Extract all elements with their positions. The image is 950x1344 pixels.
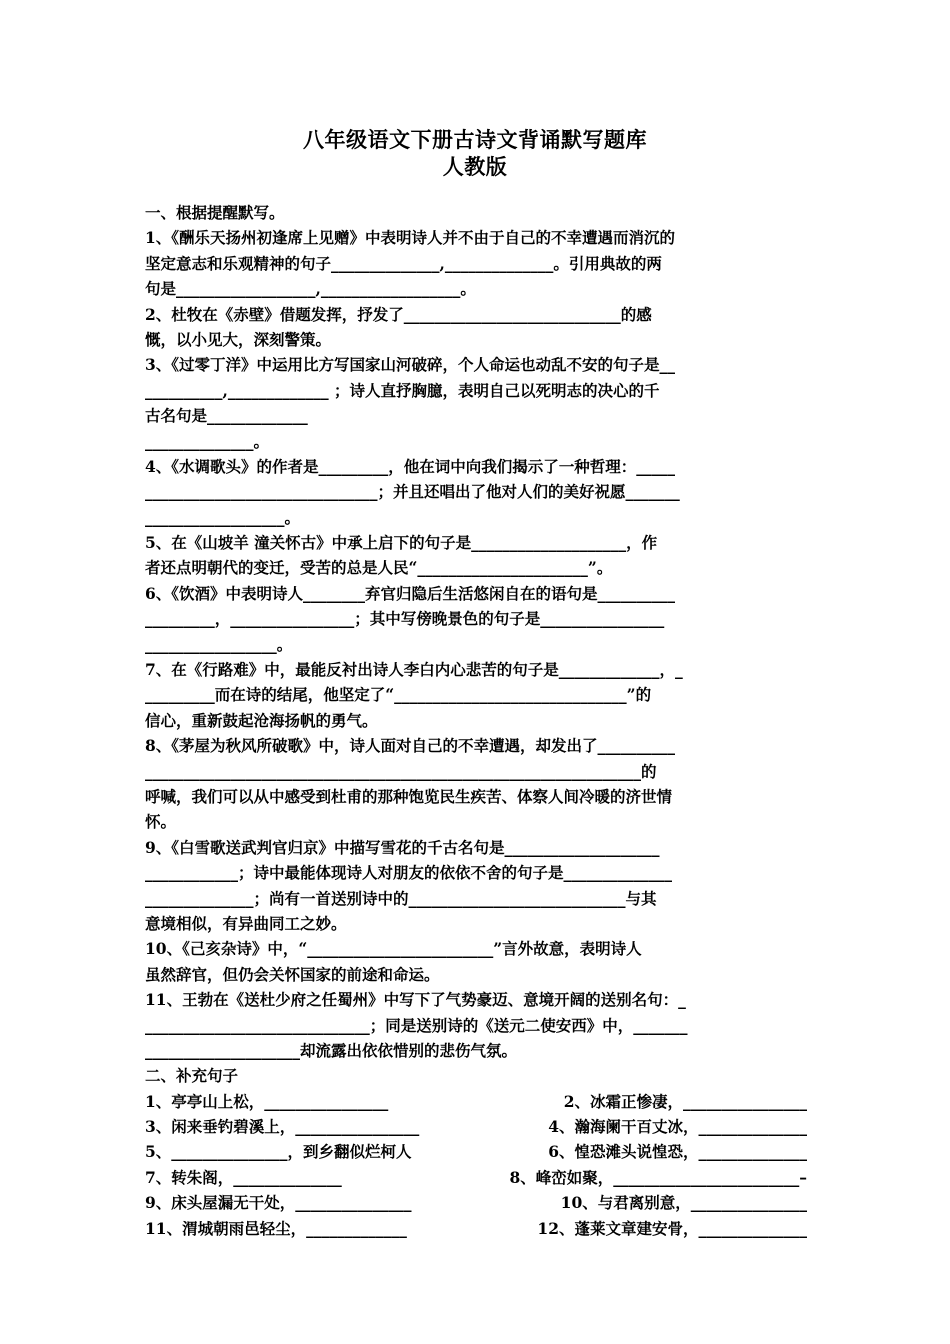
question-line: 5、在《山坡羊 潼关怀古》中承上启下的句子是____________________，作 [145,533,658,553]
doc-title: 八年级语文下册古诗文背诵默写题库 [303,127,647,152]
question-line: 6、《饮酒》中表明诗人________弃官归隐后生活悠闲自在的语句是__________ [145,583,676,603]
question-line: 1、《酬乐天扬州初逢席上见赠》中表明诗人并不由于自己的不幸遭遇而消沉的 [145,228,676,248]
question-line: 句是__________________,__________________。 [145,279,476,299]
question-line: __________________。 [145,507,301,527]
fill-item: 1、亭亭山上松，________________ [145,1091,389,1111]
question-line: 9、《白雪歌送武判官归京》中描写雪花的千古名句是____________________ [145,837,660,857]
question-line: 2、杜牧在《赤壁》借题发挥，抒发了____________________________的感 [145,304,652,324]
question-line: 慨，以小见大，深刻警策。 [145,329,332,349]
question-line: _________，________________；其中写傍晚景色的句子是________________ [145,609,665,629]
exercise-content [145,200,807,1241]
fill-item: 7、转朱阁，______________ [145,1167,342,1187]
question-line: 古名句是_____________ [145,406,308,426]
question-line: ________________________________________________________________的 [145,761,657,781]
fill-item: 8、峰峦如聚，________________________– [509,1167,807,1187]
question-line: ______________________________；并且还唱出了他对人们的美好祝愿_______ [145,482,680,502]
question-line: ____________________却流露出依依惜别的悲伤气氛。 [145,1040,518,1060]
fill-item: 2、冰霜正惨凄，________________ [563,1091,807,1111]
question-line: __________,_____________ ；诗人直抒胸臆，表明自己以死明志的决心的千 [145,380,660,400]
question-line: 3、《过零丁洋》中运用比方写国家山河破碎，个人命运也动乱不安的句子是__ [145,355,676,375]
question-line: 怀。 [145,812,177,832]
section-heading: 二、补充句子 [145,1066,239,1086]
fill-item: 4、瀚海阑干百丈冰，______________ [548,1117,807,1137]
question-line: 呼喊，我们可以从中感受到杜甫的那种饱览民生疾苦、体察人间冷暖的济世情 [145,786,673,806]
fill-row [145,1216,807,1241]
question-line: _____________________________；同是送别诗的《送元二使安西》中，_______ [145,1015,688,1035]
question-line: 11、王勃在《送杜少府之任蜀州》中写下了气势豪迈、意境开阔的送别名句：_ [145,990,686,1010]
fill-item: 3、闲来垂钓碧溪上，________________ [145,1117,420,1137]
question-line: _________而在诗的结尾，他坚定了“______________________________”的 [145,685,652,705]
question-line: 虽然辞官，但仍会关怀国家的前途和命运。 [145,964,440,984]
fill-item: 10、与君离别意，_______________ [560,1193,807,1213]
question-line: 7、在《行路难》中，最能反衬出诗人李白内心悲苦的句子是_____________，_ [145,660,683,680]
doc-subtitle: 人教版 [442,154,508,179]
question-line: 4、《水调歌头》的作者是_________，他在词中向我们揭示了一种哲理：_____ [145,456,676,476]
fill-item: 6、惶恐滩头说惶恐，______________ [548,1142,807,1162]
question-line: ______________。 [145,431,270,451]
section-heading: 一、根据提醒默写。 [145,203,285,222]
fill-row [145,1089,807,1114]
fill-row [145,1165,807,1190]
fill-item: 9、床头屋漏无干处，_______________ [145,1193,412,1213]
fill-row [145,1114,807,1139]
question-line: 意境相似，有异曲同工之妙。 [145,913,347,933]
question-line: 10、《己亥杂诗》中，“________________________”言外故意，表明诗人 [145,939,642,959]
fill-item: 11、渭城朝雨邑轻尘，_____________ [145,1218,407,1238]
question-line: _________________。 [145,634,293,654]
fill-row [145,1190,807,1215]
question-line: 信心，重新鼓起沧海扬帆的勇气。 [145,710,378,730]
question-line: 坚定意志和乐观精神的句子______________,______________。引用典故的两 [145,253,662,273]
question-line: ____________；诗中最能体现诗人对朋友的依依不舍的句子是______________ [145,863,673,883]
question-line: 者还点明朝代的变迁，受苦的总是人民“______________________”。 [145,558,613,578]
question-line: 8、《茅屋为秋风所破歌》中，诗人面对自己的不幸遭遇，却发出了__________ [145,736,676,756]
question-line: ______________；尚有一首送别诗中的____________________________与其 [145,888,657,908]
fill-item: 12、蓬莱文章建安骨，______________ [537,1218,807,1238]
fill-row [145,1139,807,1164]
fill-item: 5、_______________，到乡翻似烂柯人 [145,1142,412,1162]
